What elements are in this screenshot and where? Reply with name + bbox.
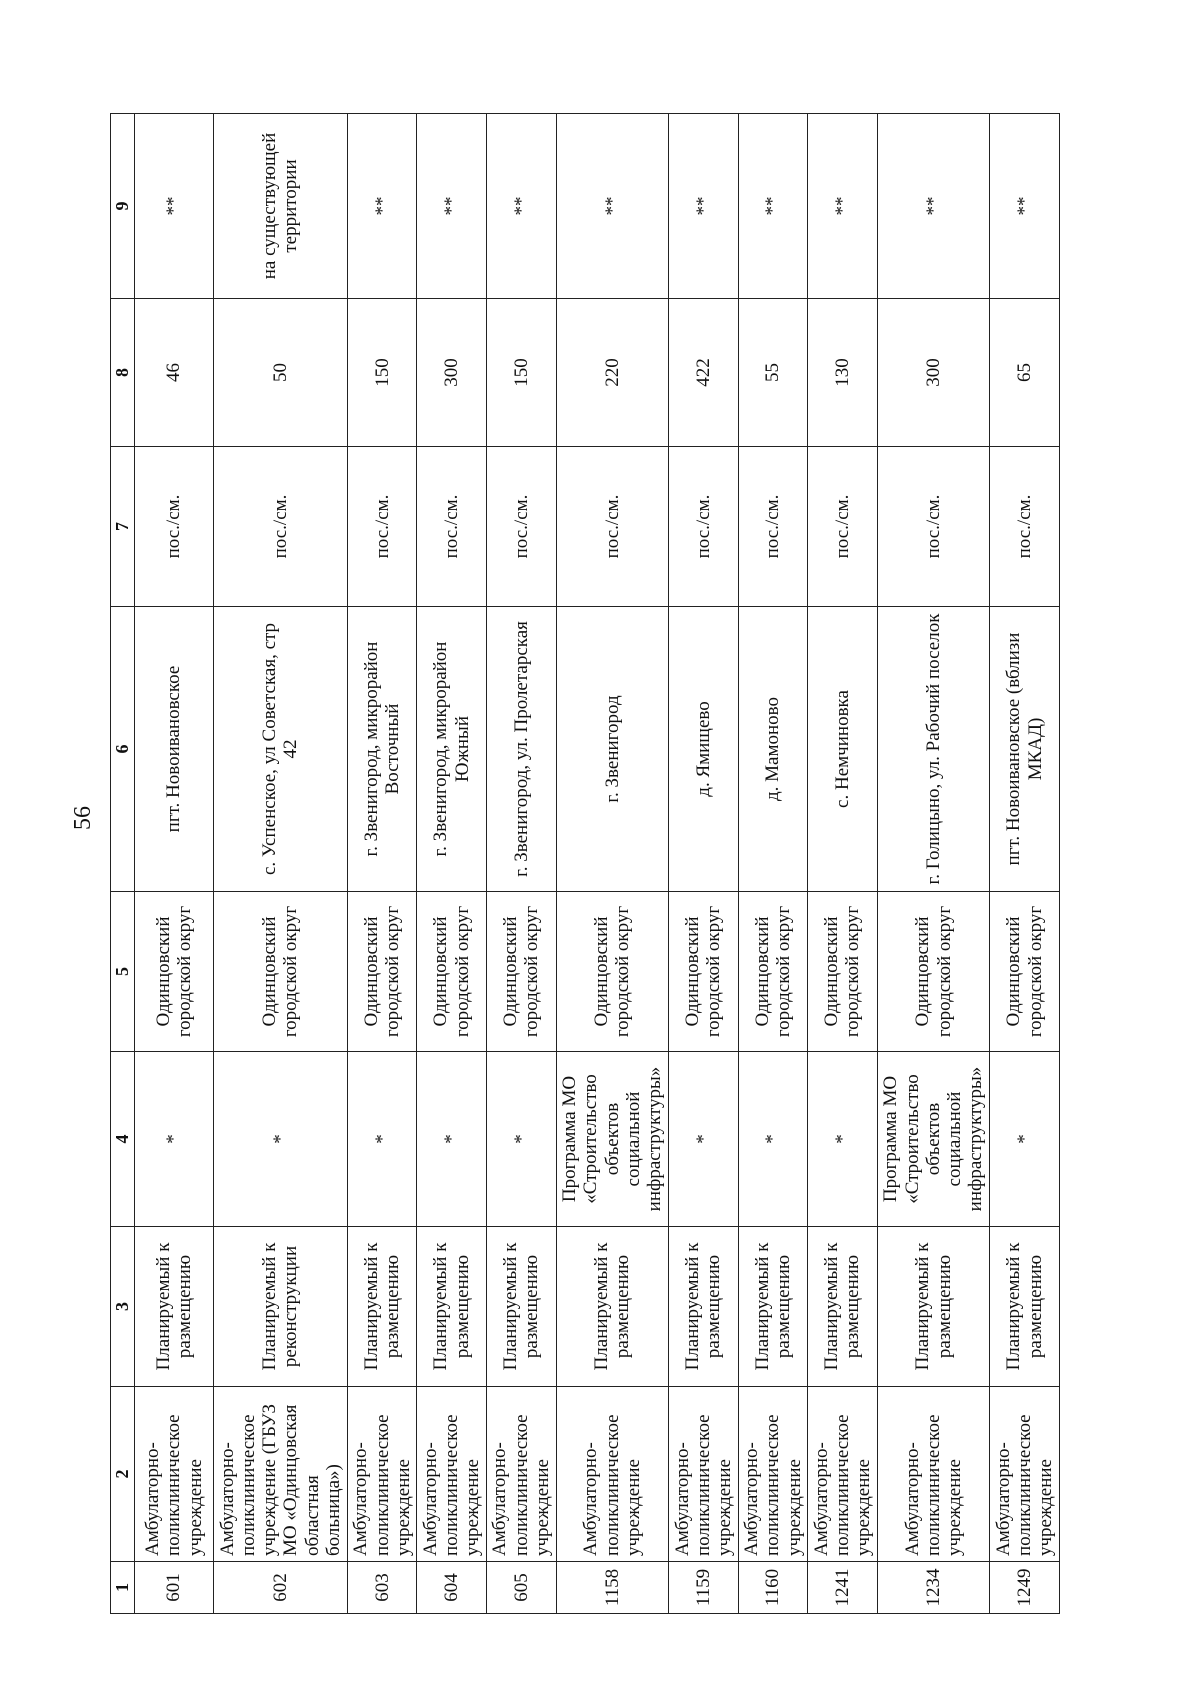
cell-land-note: на существующей территории (213, 114, 347, 299)
cell-status: Планируемый к реконструкции (213, 1227, 347, 1387)
table-row (556, 114, 669, 1614)
cell-land-note: ** (669, 114, 739, 299)
cell-land-note: ** (135, 114, 214, 299)
cell-location: г. Звенигород, микрорайон Восточный (347, 607, 417, 892)
cell-unit: пос./см. (347, 447, 417, 607)
column-header-3: 3 (111, 1227, 135, 1387)
cell-facility-type: Амбулаторно-поликлиническое учреждение (669, 1387, 739, 1562)
cell-unit: пос./см. (877, 447, 990, 607)
cell-facility-type: Амбулаторно-поликлиническое учреждение (135, 1387, 214, 1562)
cell-facility-type: Амбулаторно-поликлиническое учреждение (417, 1387, 487, 1562)
cell-program: * (738, 1052, 808, 1227)
table-row (669, 114, 739, 1614)
table-row (135, 114, 214, 1614)
cell-program: * (487, 1052, 557, 1227)
cell-facility-type: Амбулаторно-поликлиническое учреждение (738, 1387, 808, 1562)
cell-status: Планируемый к размещению (808, 1227, 878, 1387)
table-row (347, 114, 417, 1614)
cell-unit: пос./см. (135, 447, 214, 607)
header-row (111, 114, 135, 1614)
column-header-2: 2 (111, 1387, 135, 1562)
table-row (487, 114, 557, 1614)
cell-district: Одинцовский городской округ (669, 892, 739, 1052)
cell-program: Программа МО «Строительство объектов социальной инфраструктуры» (877, 1052, 990, 1227)
cell-unit: пос./см. (738, 447, 808, 607)
cell-program: Программа МО «Строительство объектов социальной инфраструктуры» (556, 1052, 669, 1227)
cell-unit: пос./см. (808, 447, 878, 607)
cell-program: * (135, 1052, 214, 1227)
cell-location: с. Успенское, ул Советская, стр 42 (213, 607, 347, 892)
table-body (135, 114, 1060, 1614)
data-table (110, 113, 1060, 1614)
cell-program: * (808, 1052, 878, 1227)
cell-location: пгт. Новоивановское (вблизи МКАД) (990, 607, 1060, 892)
cell-district: Одинцовский городской округ (347, 892, 417, 1052)
cell-capacity: 150 (347, 299, 417, 447)
column-header-9: 9 (111, 114, 135, 299)
cell-row-number: 1234 (877, 1562, 990, 1614)
cell-row-number: 603 (347, 1562, 417, 1614)
cell-facility-type: Амбулаторно-поликлиническое учреждение (556, 1387, 669, 1562)
cell-facility-type: Амбулаторно-поликлиническое учреждение (990, 1387, 1060, 1562)
cell-location: г. Звенигород, микрорайон Южный (417, 607, 487, 892)
cell-row-number: 601 (135, 1562, 214, 1614)
cell-row-number: 1159 (669, 1562, 739, 1614)
cell-unit: пос./см. (990, 447, 1060, 607)
column-header-1: 1 (111, 1562, 135, 1614)
cell-location: г. Звенигород (556, 607, 669, 892)
cell-capacity: 220 (556, 299, 669, 447)
cell-capacity: 46 (135, 299, 214, 447)
cell-row-number: 1241 (808, 1562, 878, 1614)
cell-capacity: 130 (808, 299, 878, 447)
cell-capacity: 55 (738, 299, 808, 447)
cell-district: Одинцовский городской округ (990, 892, 1060, 1052)
column-header-6: 6 (111, 607, 135, 892)
page-number: 56 (70, 806, 96, 830)
table-row (990, 114, 1060, 1614)
table-container (110, 114, 1060, 1614)
table-row (738, 114, 808, 1614)
cell-row-number: 605 (487, 1562, 557, 1614)
cell-district: Одинцовский городской округ (556, 892, 669, 1052)
cell-district: Одинцовский городской округ (808, 892, 878, 1052)
cell-location: д. Мамоново (738, 607, 808, 892)
cell-district: Одинцовский городской округ (213, 892, 347, 1052)
cell-row-number: 604 (417, 1562, 487, 1614)
cell-location: пгт. Новоивановское (135, 607, 214, 892)
cell-district: Одинцовский городской округ (738, 892, 808, 1052)
column-header-7: 7 (111, 447, 135, 607)
cell-facility-type: Амбулаторно-поликлиническое учреждение (ГБУЗ МО «Одинцовская областная больница») (213, 1387, 347, 1562)
cell-capacity: 50 (213, 299, 347, 447)
cell-capacity: 150 (487, 299, 557, 447)
cell-row-number: 1158 (556, 1562, 669, 1614)
cell-program: * (669, 1052, 739, 1227)
cell-location: д. Ямищево (669, 607, 739, 892)
cell-program: * (213, 1052, 347, 1227)
cell-unit: пос./см. (417, 447, 487, 607)
cell-land-note: ** (347, 114, 417, 299)
cell-status: Планируемый к размещению (135, 1227, 214, 1387)
cell-row-number: 1160 (738, 1562, 808, 1614)
cell-program: * (990, 1052, 1060, 1227)
cell-program: * (347, 1052, 417, 1227)
cell-row-number: 602 (213, 1562, 347, 1614)
cell-facility-type: Амбулаторно-поликлиническое учреждение (347, 1387, 417, 1562)
cell-facility-type: Амбулаторно-поликлиническое учреждение (808, 1387, 878, 1562)
cell-facility-type: Амбулаторно-поликлиническое учреждение (487, 1387, 557, 1562)
cell-unit: пос./см. (556, 447, 669, 607)
cell-status: Планируемый к размещению (877, 1227, 990, 1387)
cell-district: Одинцовский городской округ (417, 892, 487, 1052)
cell-location: с. Немчиновка (808, 607, 878, 892)
cell-location: г. Звенигород, ул. Пролетарская (487, 607, 557, 892)
column-header-8: 8 (111, 299, 135, 447)
cell-unit: пос./см. (213, 447, 347, 607)
column-header-4: 4 (111, 1052, 135, 1227)
cell-land-note: ** (487, 114, 557, 299)
cell-location: г. Голицыно, ул. Рабочий поселок (877, 607, 990, 892)
table-row (213, 114, 347, 1614)
cell-district: Одинцовский городской округ (135, 892, 214, 1052)
cell-row-number: 1249 (990, 1562, 1060, 1614)
cell-land-note: ** (990, 114, 1060, 299)
cell-status: Планируемый к размещению (487, 1227, 557, 1387)
cell-capacity: 300 (417, 299, 487, 447)
cell-status: Планируемый к размещению (669, 1227, 739, 1387)
cell-land-note: ** (808, 114, 878, 299)
cell-status: Планируемый к размещению (990, 1227, 1060, 1387)
cell-status: Планируемый к размещению (417, 1227, 487, 1387)
column-header-5: 5 (111, 892, 135, 1052)
cell-capacity: 65 (990, 299, 1060, 447)
cell-district: Одинцовский городской округ (487, 892, 557, 1052)
cell-facility-type: Амбулаторно-поликлиническое учреждение (877, 1387, 990, 1562)
cell-capacity: 300 (877, 299, 990, 447)
table-row (808, 114, 878, 1614)
cell-land-note: ** (738, 114, 808, 299)
cell-capacity: 422 (669, 299, 739, 447)
cell-land-note: ** (417, 114, 487, 299)
cell-land-note: ** (556, 114, 669, 299)
cell-program: * (417, 1052, 487, 1227)
cell-district: Одинцовский городской округ (877, 892, 990, 1052)
table-row (417, 114, 487, 1614)
cell-status: Планируемый к размещению (738, 1227, 808, 1387)
table-row (877, 114, 990, 1614)
cell-unit: пос./см. (487, 447, 557, 607)
cell-unit: пос./см. (669, 447, 739, 607)
cell-status: Планируемый к размещению (556, 1227, 669, 1387)
cell-land-note: ** (877, 114, 990, 299)
cell-status: Планируемый к размещению (347, 1227, 417, 1387)
